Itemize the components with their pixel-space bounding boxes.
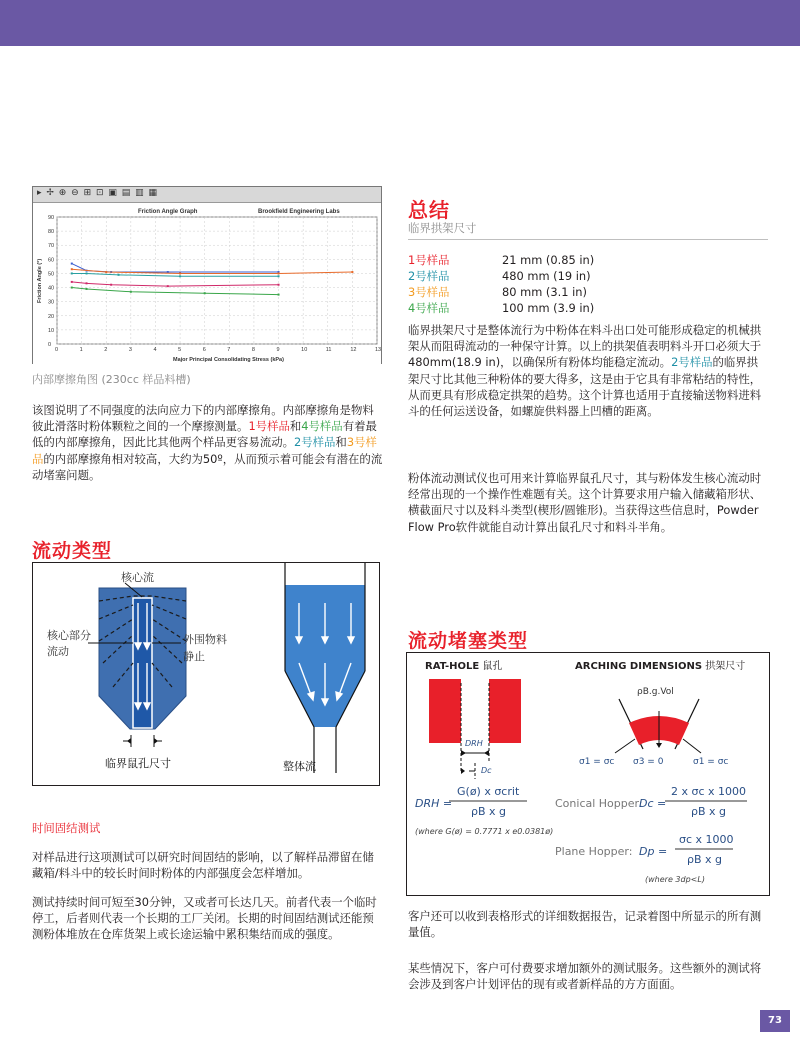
arching-title: ARCHING DIMENSIONS <box>575 661 703 672</box>
sample-label: 2号样品 <box>408 269 450 283</box>
label-core-part: 核心部分 <box>47 629 91 642</box>
flow-types-heading: 流动类型 <box>32 540 113 562</box>
series-point <box>278 294 280 296</box>
label-critical-rathole: 临界鼠孔尺寸 <box>105 757 171 770</box>
y-tick-label: 70 <box>48 243 55 250</box>
series-point <box>71 281 73 283</box>
summary-subtitle: 临界拱架尺寸 <box>408 221 477 235</box>
core-flow-channel <box>133 598 152 728</box>
label-dc: Dc <box>481 766 492 775</box>
report-paragraph: 客户还可以收到表格形式的详细数据报告，记录着图中所显示的所有测量值。 <box>408 909 762 940</box>
text-run: 有着最低的内部摩擦角，因此比其他两个样品更容易流动。 <box>32 419 377 450</box>
x-tick-label: 9 <box>276 347 280 353</box>
conical-lhs: Dc = <box>639 797 667 810</box>
x-tick-label: 13 <box>375 347 381 353</box>
chart-lab: Brookfield Engineering Labs <box>258 209 340 215</box>
toolbar-icons[interactable]: ▸ ✢ ⊕ ⊖ ⊞ ⊡ ▣ ▤ ▥ ▦ <box>37 188 158 198</box>
x-tick-label: 8 <box>251 347 255 353</box>
blockage-diagram <box>406 652 770 896</box>
sample-value: 480 mm (19 in) <box>502 269 591 283</box>
text-run: 和 <box>289 419 302 434</box>
conical-den: ρB x g <box>691 805 727 818</box>
rathole-explanation: 粉体流动测试仪也可用来计算临界鼠孔尺寸，其与粉体发生核心流动时经常出现的一个操作性难题有关。这个计算要求用户输入储藏箱形状、横截面尺寸以及料斗类型(楔形/圆锥形)。当获得这些信息时，Powder Flow Pro软件就能自动计算出鼠孔尺寸和料斗半角。 <box>408 471 762 534</box>
time-para-2: 测试持续时间可短至30分钟，又或者可长达几天。前者代表一个临时停工，后者则代表一个长期的工厂关闭。长期的时间固结测试还能预测粉体堆放在仓库货架上或长途运输中累积集结而成的强度。 <box>32 895 377 942</box>
formula-rh-num: G(ø) x σcrit <box>457 785 520 798</box>
header-bar <box>0 0 800 46</box>
graph-toolbar <box>33 187 381 203</box>
sample-label: 1号样品 <box>408 253 450 267</box>
x-tick-label: 12 <box>350 347 357 353</box>
series-point <box>105 271 107 273</box>
y-tick-label: 50 <box>48 271 55 278</box>
x-tick-label: 6 <box>202 347 206 353</box>
time-para-1: 对样品进行这项测试可以研究时间固结的影响，以了解样品滞留在储藏箱/料斗中的较长时间时粉体的内部强度会怎样增加。 <box>32 850 374 881</box>
series-point <box>278 284 280 286</box>
arching-cn: 拱架尺寸 <box>705 661 746 672</box>
chart-title: Friction Angle Graph <box>138 209 198 215</box>
label-mass-flow: 整体流 <box>283 760 316 773</box>
label-core-flow: 核心流 <box>121 571 154 584</box>
x-tick-label: 1 <box>79 347 83 353</box>
label-static: 静止 <box>183 650 205 663</box>
friction-angle-graph-window <box>32 186 382 364</box>
plane-num: σc x 1000 <box>679 833 734 846</box>
sample-ref: 4号样品 <box>301 419 343 434</box>
rathole-cn: 鼠孔 <box>482 661 503 672</box>
rathole-title: RAT-HOLE <box>425 661 480 672</box>
series-point <box>351 271 353 273</box>
label-rho-vol: ρB.g.Vol <box>637 687 674 697</box>
series-point <box>86 288 88 290</box>
series-point <box>278 275 280 277</box>
sample-value: 100 mm (3.9 in) <box>502 301 595 315</box>
x-tick-label: 5 <box>178 347 182 353</box>
label-sigma1-left: σ1 = σc <box>579 757 615 767</box>
formula-rh-lhs: DRH = <box>415 797 453 810</box>
series-point <box>71 268 73 270</box>
sample-value: 21 mm (0.85 in) <box>502 253 595 267</box>
x-tick-label: 11 <box>325 347 332 353</box>
plane-lhs: Dp = <box>639 845 668 858</box>
sample-label: 4号样品 <box>408 301 450 315</box>
label-sigma3: σ3 = 0 <box>633 757 664 767</box>
label-drh: DRH <box>465 739 483 748</box>
sample-label: 3号样品 <box>408 285 450 299</box>
plane-note: (where 3dp<L) <box>645 875 705 884</box>
x-tick-label: 4 <box>153 347 157 353</box>
y-tick-label: 80 <box>48 229 55 236</box>
y-tick-label: 20 <box>48 313 55 320</box>
sample-row <box>408 300 768 316</box>
y-tick-label: 10 <box>48 327 55 334</box>
label-sigma1-right: σ1 = σc <box>693 757 729 767</box>
chart-ylabel: Friction Angle (°) <box>37 258 43 303</box>
label-outer-material: 外围物料 <box>183 633 227 646</box>
text-run: 临界拱架尺寸是整体流行为中粉体在料斗出口处可能形成稳定的机械拱架从而阻碍流动的一种保守计算。以上的拱架值表明料斗开口必须大于480mm(18.9 in)，以确保所有粉体均能稳定流动。 <box>408 323 762 370</box>
series-point <box>278 272 280 274</box>
series-point <box>179 272 181 274</box>
series-point <box>118 274 120 276</box>
flow-types-diagram <box>32 562 380 786</box>
chart-xlabel: Major Principal Consolidating Stress (kPa) <box>173 357 284 363</box>
plane-den: ρB x g <box>687 853 723 866</box>
y-tick-label: 40 <box>48 285 55 292</box>
formula-rh-note: (where G(ø) = 0.7771 x e0.0381ø) <box>415 827 554 836</box>
graph-caption: 内部摩擦角图 (230cc 样品料槽) <box>32 373 191 386</box>
label-flow: 流动 <box>47 645 69 658</box>
text-run: 的临界拱架尺寸比其他三种粉体的要大得多，这是由于它具有非常粘结的特性，从而更具有形成稳定拱架的趋势。这个计算也适用于直接输送物料进料斗的任何运送设备，如螺旋供料器上凹槽的距离。 <box>408 355 762 419</box>
series-point <box>71 287 73 289</box>
conical-num: 2 x σc x 1000 <box>671 785 747 798</box>
sample-row <box>408 252 768 268</box>
sample-row <box>408 268 768 284</box>
friction-description <box>32 402 384 483</box>
sample-value: 80 mm (3.1 in) <box>502 285 587 299</box>
arching-explanation <box>408 322 768 419</box>
x-tick-label: 3 <box>128 347 132 353</box>
extra-services-paragraph: 某些情况下，客户可付费要求增加额外的测试服务。这些额外的测试将会涉及到客户计划评估的现有或者新样品的方方面面。 <box>408 961 762 992</box>
y-tick-label: 0 <box>48 342 52 348</box>
series-point <box>179 275 181 277</box>
flow-diagram-svg <box>33 563 379 785</box>
x-tick-label: 10 <box>301 347 308 353</box>
series-point <box>86 282 88 284</box>
y-tick-label: 90 <box>48 215 55 221</box>
time-consolidation-heading: 时间固结测试 <box>32 821 101 835</box>
sample-ref: 2号样品 <box>671 355 713 370</box>
sample-ref: 3号样品 <box>32 435 377 466</box>
blockage-heading: 流动堵塞类型 <box>408 630 529 652</box>
sample-ref: 1号样品 <box>248 419 290 434</box>
y-tick-label: 30 <box>48 299 55 306</box>
rathole-block-left <box>429 679 461 743</box>
rathole-block-right <box>489 679 521 743</box>
sample-list <box>408 252 768 316</box>
x-tick-label: 7 <box>227 347 231 353</box>
series-point <box>71 263 73 265</box>
plane-label: Plane Hopper: <box>555 845 633 858</box>
formula-rh-den: ρB x g <box>471 805 507 818</box>
friction-angle-chart <box>33 203 381 364</box>
series-point <box>71 272 73 274</box>
series-point <box>110 284 112 286</box>
x-tick-label: 0 <box>55 347 59 353</box>
sample-ref: 2号样品 <box>294 435 336 450</box>
sample-row <box>408 284 768 300</box>
series-point <box>86 272 88 274</box>
text-run: 该图说明了不同强度的法向应力下的内部摩擦角。内部摩擦角是物料彼此滑落时粉体颗粒之间的一个摩擦测量。 <box>32 403 374 434</box>
text-run: 和 <box>335 435 347 450</box>
page-number: 73 <box>760 1010 790 1032</box>
series-point <box>204 292 206 294</box>
summary-divider <box>408 239 768 240</box>
conical-label: Conical Hopper: <box>555 797 643 810</box>
y-tick-label: 60 <box>48 257 55 264</box>
summary-heading: 总结 <box>408 198 450 222</box>
series-point <box>167 285 169 287</box>
series-point <box>130 291 132 293</box>
text-run: 的内部摩擦角相对较高，大约为50º，从而预示着可能会有潜在的流动堵塞问题。 <box>32 451 383 482</box>
x-tick-label: 2 <box>104 347 108 353</box>
